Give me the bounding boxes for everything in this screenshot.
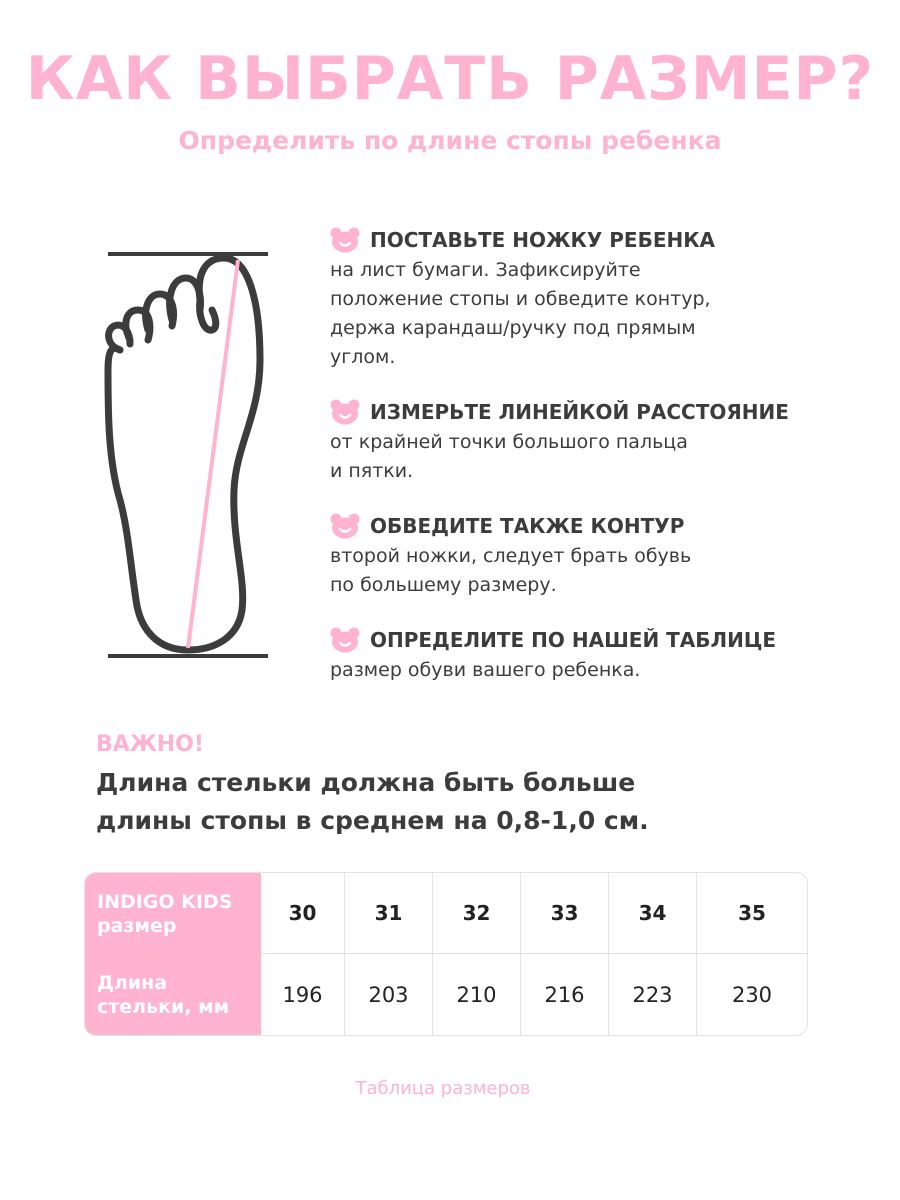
- step-place-foot: [330, 224, 830, 372]
- important-note: Длина стельки должна быть больше длины стопы в среднем на 0,8-1,0 см.: [96, 768, 649, 835]
- important-label: ВАЖНО!: [96, 732, 204, 757]
- step-second-foot: [330, 510, 830, 600]
- size-cell: 31: [345, 873, 433, 954]
- page-title: КАК ВЫБРАТЬ РАЗМЕР?: [25, 44, 875, 114]
- size-table: [84, 872, 808, 1036]
- table-caption: Таблица размеров: [355, 1078, 531, 1099]
- size-cell: 32: [433, 873, 521, 954]
- step-title: ОБВЕДИТЕ ТАКЖЕ КОНТУР: [370, 514, 685, 538]
- length-cell: 230: [731, 982, 773, 1007]
- step-text: размер обуви вашего ребенка.: [330, 659, 641, 681]
- bear-head-icon: [330, 627, 360, 653]
- bear-head-icon: [330, 227, 360, 253]
- instructions-list: [330, 224, 830, 709]
- size-cell: 30: [261, 873, 345, 954]
- step-measure: [330, 396, 830, 486]
- length-cell: 196: [261, 954, 345, 1035]
- size-row-header: INDIGO KIDS размер: [85, 873, 261, 954]
- foot-outline-icon: [100, 240, 280, 670]
- size-cell: 34: [609, 873, 697, 954]
- step-text: второй ножки, следует брать обувь по большему размеру.: [330, 545, 692, 596]
- toe-big: [200, 300, 216, 330]
- size-cell: 35: [697, 873, 807, 954]
- size-cell: 33: [521, 873, 609, 954]
- page-subtitle: Определить по длине стопы ребенка: [178, 126, 722, 155]
- length-cell: 223: [609, 954, 697, 1035]
- bear-head-icon: [330, 399, 360, 425]
- step-use-table: [330, 624, 830, 685]
- length-cell: 210: [433, 954, 521, 1035]
- step-title: ПОСТАВЬТЕ НОЖКУ РЕБЕНКА: [370, 228, 716, 252]
- step-title: ОПРЕДЕЛИТЕ ПО НАШЕЙ ТАБЛИЦЕ: [370, 628, 777, 652]
- bear-head-icon: [330, 513, 360, 539]
- step-title: ИЗМЕРЬТЕ ЛИНЕЙКОЙ РАССТОЯНИЕ: [370, 400, 789, 424]
- step-text: на лист бумаги. Зафиксируйте положение стопы и обведите контур, держа карандаш/ручку под прямым углом.: [330, 259, 711, 368]
- length-cell: 203: [345, 954, 433, 1035]
- step-text: от крайней точки большого пальца и пятки.: [330, 431, 688, 482]
- length-row-header: Длина стельки, мм: [85, 954, 261, 1035]
- length-cell: 216: [521, 954, 609, 1035]
